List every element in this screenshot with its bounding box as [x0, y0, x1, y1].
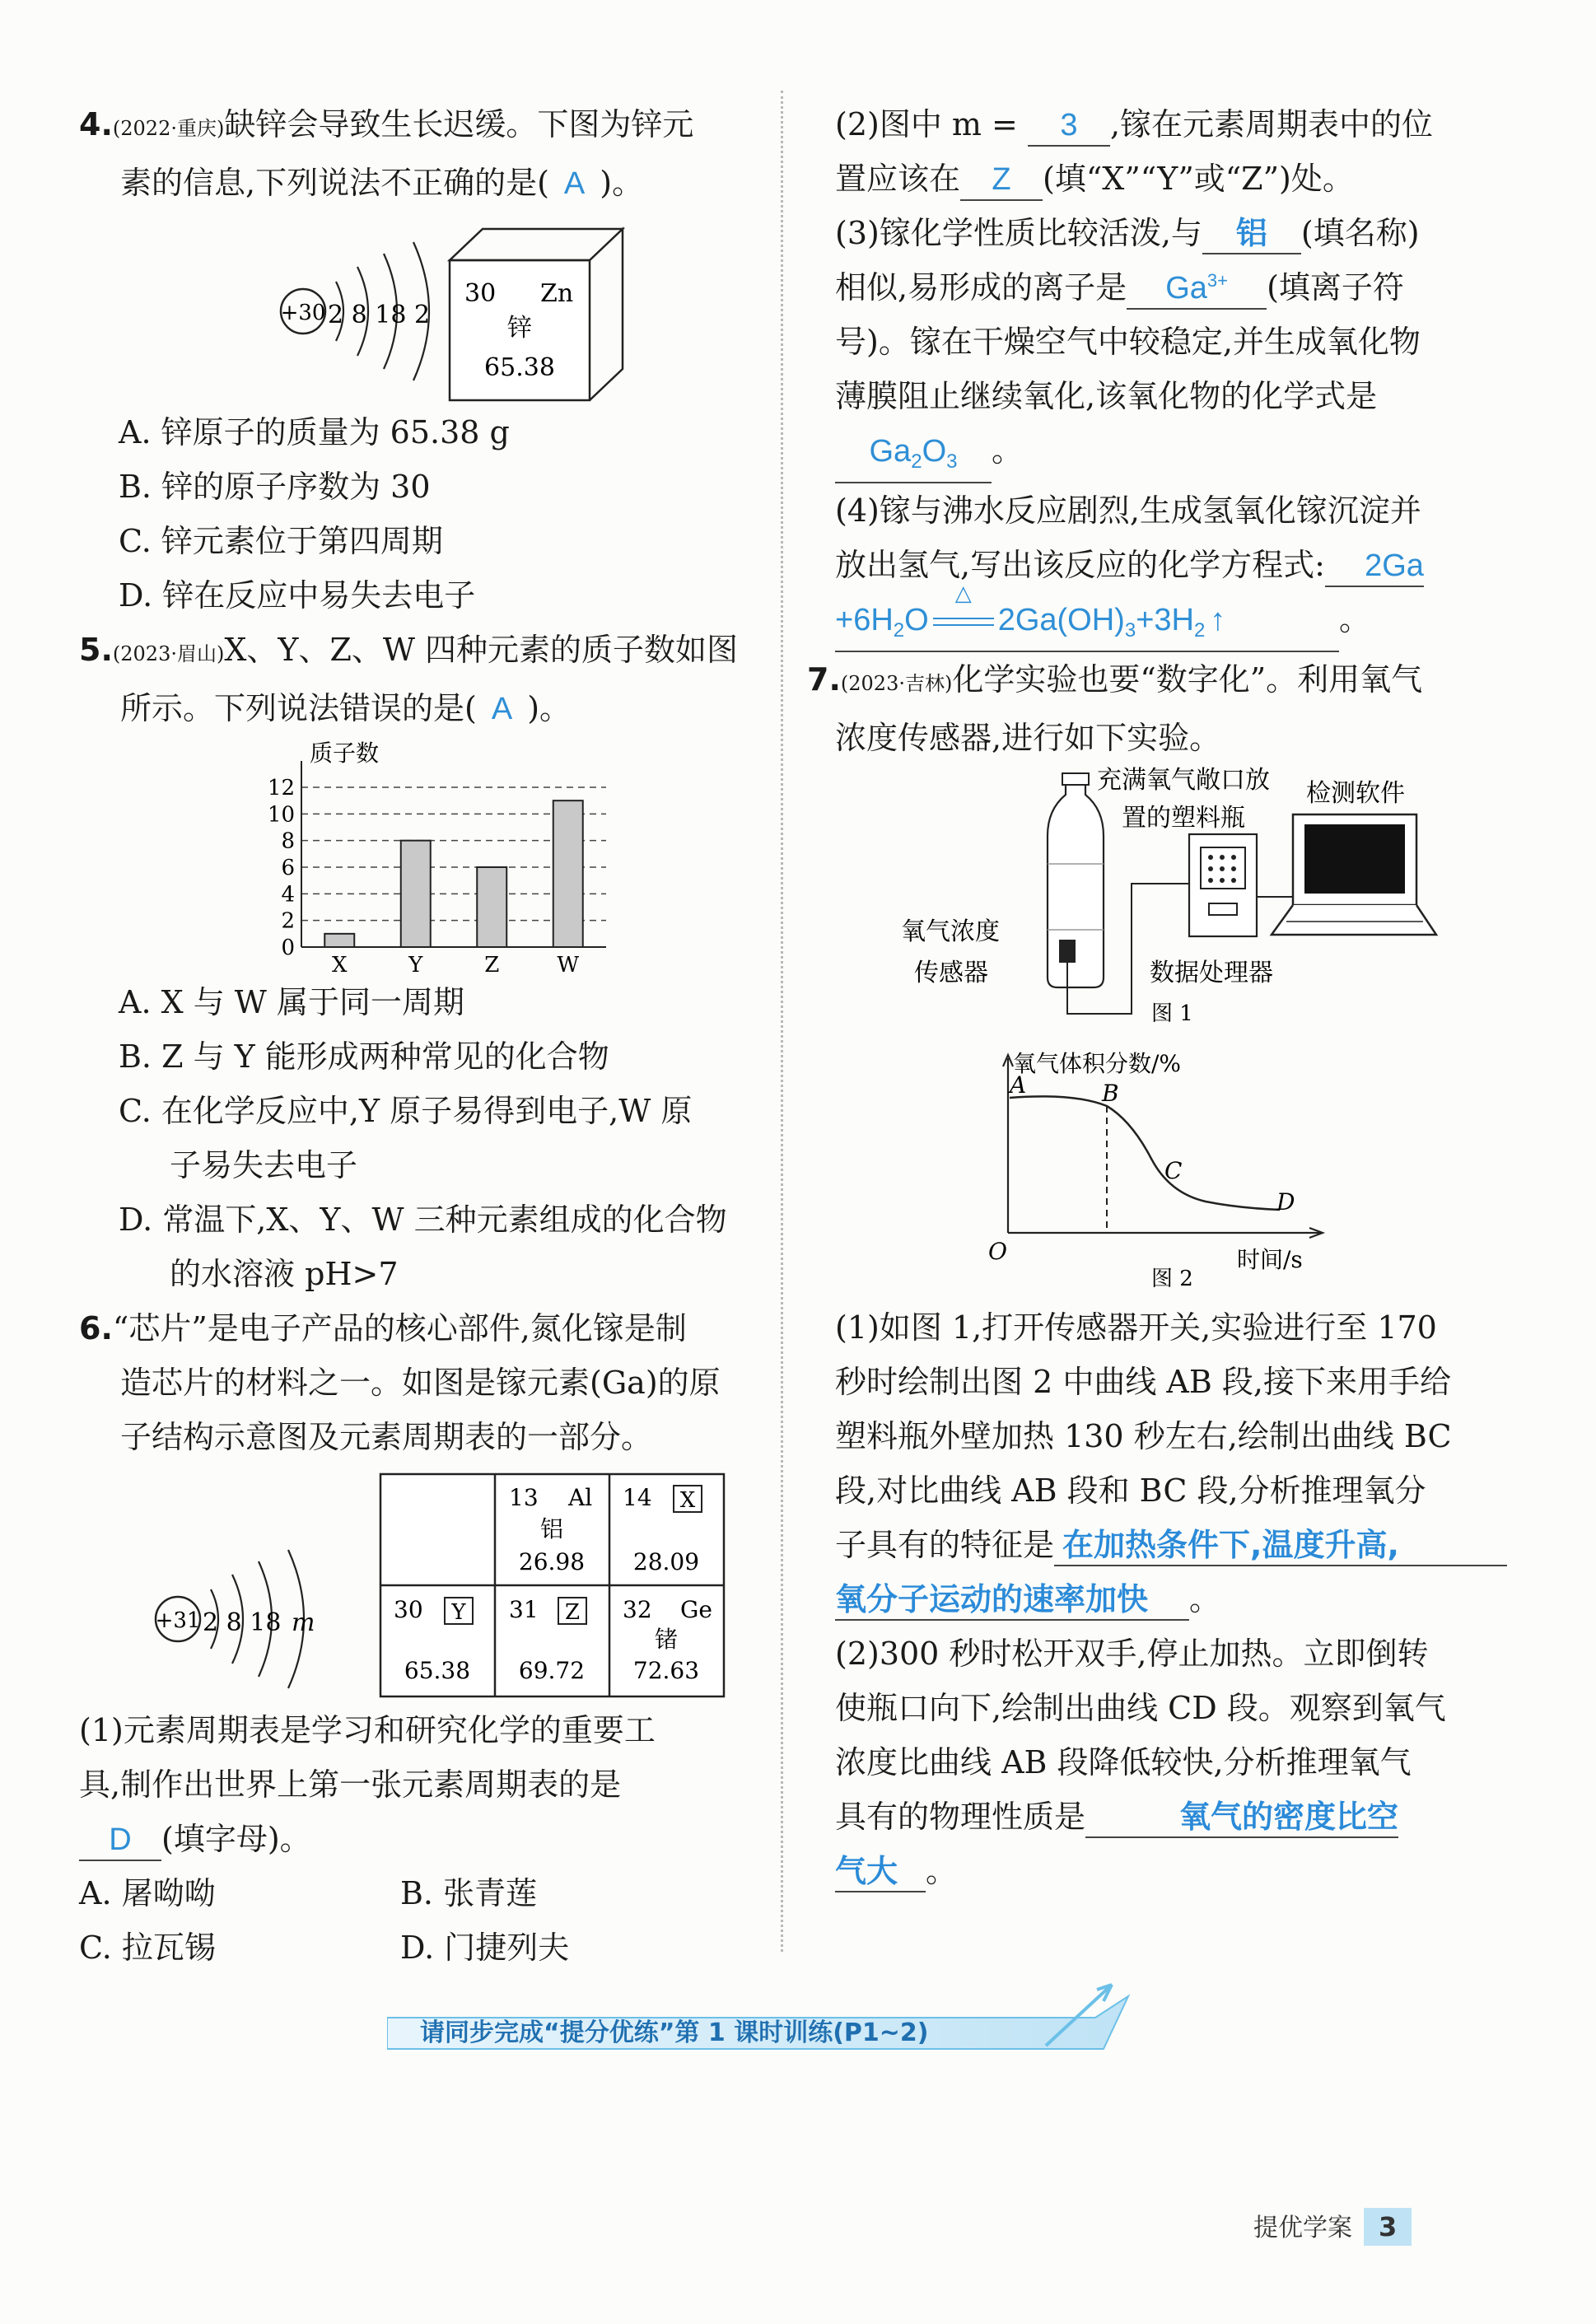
- experiment-figures: [835, 765, 1510, 1300]
- bottle-label: 充满氧气敞口放: [1097, 766, 1270, 795]
- answer: 铝: [1202, 213, 1301, 254]
- bar-Y: [401, 841, 431, 947]
- option-b: B. 张青莲: [400, 1875, 538, 1911]
- answer-oxide: $Ga_2O_3$: [835, 432, 992, 483]
- q6-part3: 。: [992, 432, 1024, 469]
- question-source: (2023·眉山): [112, 642, 225, 665]
- gallium-figure: [79, 1464, 771, 1703]
- q6-part1: (1)元素周期表是学习和研究化学的重要工: [79, 1712, 656, 1748]
- option-d: D. 常温下,X、Y、W 三种元素组成的化合物: [119, 1202, 727, 1238]
- q6-part2: 置应该在: [835, 161, 961, 197]
- answer: 氧气的密度比空: [1085, 1797, 1398, 1838]
- q7-part1: 塑料瓶外壁加热 130 秒左右,绘制出曲线 BC: [835, 1418, 1452, 1454]
- q6-part2: (填“X”“Y”或“Z”)处。: [1043, 161, 1354, 197]
- chart-y-ticks: [268, 776, 295, 960]
- q6-part4: 。: [1339, 601, 1371, 637]
- ge-mass: 72.63: [632, 1657, 700, 1684]
- z-number: 31: [509, 1596, 539, 1623]
- option-b: B. 锌的原子序数为 30: [119, 469, 431, 505]
- question-number: 4.: [79, 106, 113, 142]
- question-stem: )。: [527, 690, 572, 726]
- option-c: C. 在化学反应中,Y 原子易得到电子,W 原: [119, 1093, 693, 1129]
- q6-part3: (3)镓化学性质比较活泼,与: [835, 215, 1202, 251]
- ge-symbol: Ge: [680, 1596, 712, 1623]
- z-mass: 69.72: [518, 1657, 586, 1684]
- banner-graphic: [387, 1980, 1153, 2062]
- proton-chart: [79, 736, 771, 975]
- ge-name: 锗: [654, 1626, 679, 1653]
- answer: 在加热条件下,温度升高,: [1054, 1525, 1507, 1566]
- software-label: 检测软件: [1306, 779, 1405, 808]
- si-mass: 28.09: [632, 1548, 700, 1575]
- cube-symbol: Zn: [540, 279, 574, 308]
- y-tick-label: 0: [281, 936, 295, 960]
- figure-caption: 图 2: [1151, 1267, 1193, 1291]
- sensor-label: 氧气浓度: [901, 917, 1000, 946]
- bottle-label: 置的塑料瓶: [1122, 804, 1245, 833]
- al-number: 13: [509, 1484, 539, 1511]
- q6-part4: (4)镓与沸水反应剧烈,生成氢氧化镓沉淀并: [835, 492, 1421, 529]
- cube-number: 30: [464, 279, 497, 308]
- y-tick-label: 6: [281, 856, 295, 880]
- q7-part2: 。: [926, 1853, 958, 1889]
- y-tick-label: 10: [267, 802, 295, 828]
- answer: A: [491, 692, 513, 726]
- al-symbol: Al: [568, 1484, 593, 1511]
- nucleus-label: +30: [280, 301, 326, 325]
- option-d: D. 锌在反应中易失去电子: [119, 577, 476, 614]
- point-b: B: [1102, 1080, 1119, 1107]
- y-tick-label: 12: [267, 776, 295, 800]
- question-stem: )。: [600, 165, 644, 201]
- q7-part2: (2)300 秒时松开双手,停止加热。立即倒转: [835, 1636, 1429, 1672]
- question-source: (2023·吉林): [840, 672, 953, 695]
- ion-charge: 3+: [1206, 270, 1228, 291]
- ge-number: 32: [623, 1596, 652, 1623]
- x-tick-label: W: [557, 953, 580, 975]
- q7-part1: 段,对比曲线 AB 段和 BC 段,分析推理氧分: [835, 1472, 1426, 1509]
- box-z: Z: [564, 1600, 581, 1625]
- answer: 氧分子运动的速率加快: [835, 1580, 1189, 1621]
- equals-sign: [933, 618, 994, 626]
- nucleus-label: +31: [155, 1608, 201, 1633]
- up-arrow-icon: ↑: [1210, 603, 1226, 637]
- al-mass: 26.98: [518, 1548, 586, 1575]
- electron-shell-m: m: [292, 1608, 315, 1637]
- question-4: [79, 97, 771, 623]
- question-source: (2022·重庆): [112, 117, 225, 140]
- question-7: [807, 652, 1510, 765]
- question-stem: 造芯片的材料之一。如图是镓元素(Ga)的原: [120, 1365, 721, 1401]
- x-tick-label: Z: [484, 953, 500, 975]
- q7-part2: 浓度比曲线 AB 段降低较快,分析推理氧气: [835, 1744, 1412, 1780]
- box-y: Y: [451, 1600, 466, 1625]
- bar-chart: [79, 736, 771, 975]
- option-c: C. 拉瓦锡: [79, 1930, 216, 1966]
- q6-part3: 号)。镓在干燥空气中较稳定,并生成氧化物: [835, 324, 1421, 360]
- graph-origin: O: [988, 1238, 1007, 1265]
- y-mass: 65.38: [404, 1657, 471, 1684]
- banner-text: 请同步完成“提分优练”第 1 课时训练(P1~2): [420, 2018, 929, 2047]
- option-b: B. Z 与 Y 能形成两种常见的化合物: [119, 1038, 609, 1075]
- q7-part1: (1)如图 1,打开传感器开关,实验进行至 170: [835, 1309, 1437, 1346]
- q6-part2: ,镓在元素周期表中的位: [1109, 106, 1434, 142]
- q7-part1: 子具有的特征是: [835, 1527, 1055, 1563]
- bar-X: [324, 934, 354, 947]
- point-d: D: [1276, 1188, 1295, 1216]
- figure-caption: 图 1: [1151, 1001, 1193, 1026]
- q6-part3: (填名称): [1300, 215, 1420, 251]
- question-number: 6.: [79, 1310, 113, 1346]
- answer: D: [79, 1820, 161, 1861]
- y-tick-label: 4: [281, 882, 295, 908]
- question-stem: “芯片”是电子产品的核心部件,氮化镓是制: [112, 1310, 687, 1346]
- left-column: [79, 97, 771, 1975]
- al-name: 铝: [539, 1515, 564, 1542]
- question-stem: 浓度传感器,进行如下实验。: [835, 720, 1221, 756]
- graph-xlabel: 时间/s: [1237, 1246, 1303, 1273]
- zinc-figure: [79, 211, 771, 405]
- question-stem: X、Y、Z、W 四种元素的质子数如图: [224, 632, 739, 668]
- y-number: 30: [394, 1596, 423, 1623]
- chart-x-labels: [332, 953, 579, 975]
- option-a: A. X 与 W 属于同一周期: [119, 984, 464, 1020]
- cube-name: 锌: [507, 314, 532, 343]
- q7-part2: 具有的物理性质是: [835, 1799, 1086, 1835]
- processor-label: 数据处理器: [1150, 959, 1273, 987]
- gallium-diagram: [79, 1464, 771, 1703]
- option-a: A. 锌原子的质量为 65.38 g: [119, 414, 510, 450]
- cube-mass: 65.38: [484, 353, 555, 382]
- experiment-diagram: [835, 765, 1510, 1300]
- oxygen-sensor: [1059, 940, 1076, 963]
- answer: 3: [1028, 105, 1110, 147]
- question-6: [79, 1301, 771, 1975]
- question-stem: 化学实验也要“数字化”。利用氧气: [952, 661, 1423, 698]
- answer-equation: 2Ga: [1325, 546, 1424, 587]
- option-d: D. 门捷列夫: [400, 1930, 570, 1966]
- question-stem: 缺锌会导致生长迟缓。下图为锌元: [224, 106, 694, 142]
- answer: A: [563, 166, 586, 201]
- q7-part2: 使瓶口向下,绘制出曲线 CD 段。观察到氧气: [835, 1690, 1446, 1726]
- book-title: 提优学案: [1253, 2214, 1352, 2242]
- q6-part2: (2)图中 m =: [835, 106, 1018, 142]
- zinc-diagram: [79, 211, 771, 405]
- page-number: 3: [1364, 2208, 1412, 2246]
- y-tick-label: 2: [281, 908, 295, 934]
- y-tick-label: 8: [281, 828, 295, 854]
- oxygen-curve: [1010, 1096, 1280, 1210]
- question-number: 7.: [807, 661, 841, 698]
- x-tick-label: X: [331, 953, 348, 975]
- si-number: 14: [623, 1484, 652, 1511]
- ion-symbol: Ga: [1165, 271, 1207, 306]
- electron-shells: 2 8 18 2: [328, 301, 431, 329]
- heat-symbol: △: [954, 581, 972, 605]
- right-column: [807, 97, 1510, 1898]
- q7-part1: 。: [1189, 1581, 1221, 1617]
- option-d-cont: 的水溶液 pH>7: [170, 1256, 399, 1292]
- answer: Z: [960, 160, 1043, 201]
- chart-bars: [324, 800, 583, 947]
- question-number: 5.: [79, 632, 113, 668]
- option-a: A. 屠呦呦: [79, 1875, 216, 1911]
- footer-banner: [387, 2009, 1153, 2062]
- bar-W: [553, 800, 583, 947]
- answer-equation: $+6H_2O$ △ $2Ga(OH)_3+3H_2$ ↑: [835, 600, 1339, 652]
- x-tick-label: Y: [408, 953, 423, 975]
- sensor-label: 传感器: [914, 959, 988, 987]
- point-c: C: [1164, 1157, 1183, 1184]
- question-stem: 所示。下列说法错误的是(: [120, 690, 477, 726]
- bar-Z: [477, 867, 506, 947]
- question-stem: 子结构示意图及元素周期表的一部分。: [120, 1419, 653, 1455]
- answer: 气大: [835, 1851, 926, 1892]
- electron-shells: 2 8 18: [203, 1608, 282, 1637]
- q6-part4: 放出氢气,写出该反应的化学方程式:: [835, 547, 1325, 583]
- question-5: [79, 623, 771, 1301]
- q6-part3: 相似,易形成的离子是: [835, 269, 1127, 306]
- answer-ion: [1127, 261, 1267, 310]
- chart-ylabel: 质子数: [310, 740, 380, 767]
- q6-part1: (填字母)。: [161, 1821, 311, 1857]
- q6-part1: 具,制作出世界上第一张元素周期表的是: [79, 1766, 622, 1803]
- option-c: C. 锌元素位于第四周期: [119, 523, 443, 559]
- box-x: X: [679, 1488, 696, 1513]
- q6-part3: 薄膜阻止继续氧化,该氧化物的化学式是: [835, 378, 1378, 414]
- option-c-cont: 子易失去电子: [170, 1147, 358, 1183]
- question-stem: 素的信息,下列说法不正确的是(: [120, 165, 549, 201]
- graph-ylabel: 氧气体积分数/%: [1013, 1050, 1182, 1077]
- q7-part1: 秒时绘制出图 2 中曲线 AB 段,接下来用手给: [835, 1364, 1451, 1400]
- page-footer: [1253, 2207, 1412, 2246]
- column-divider: [781, 91, 783, 1952]
- point-a: A: [1010, 1071, 1027, 1099]
- q6-part3: (填离子符: [1267, 269, 1404, 306]
